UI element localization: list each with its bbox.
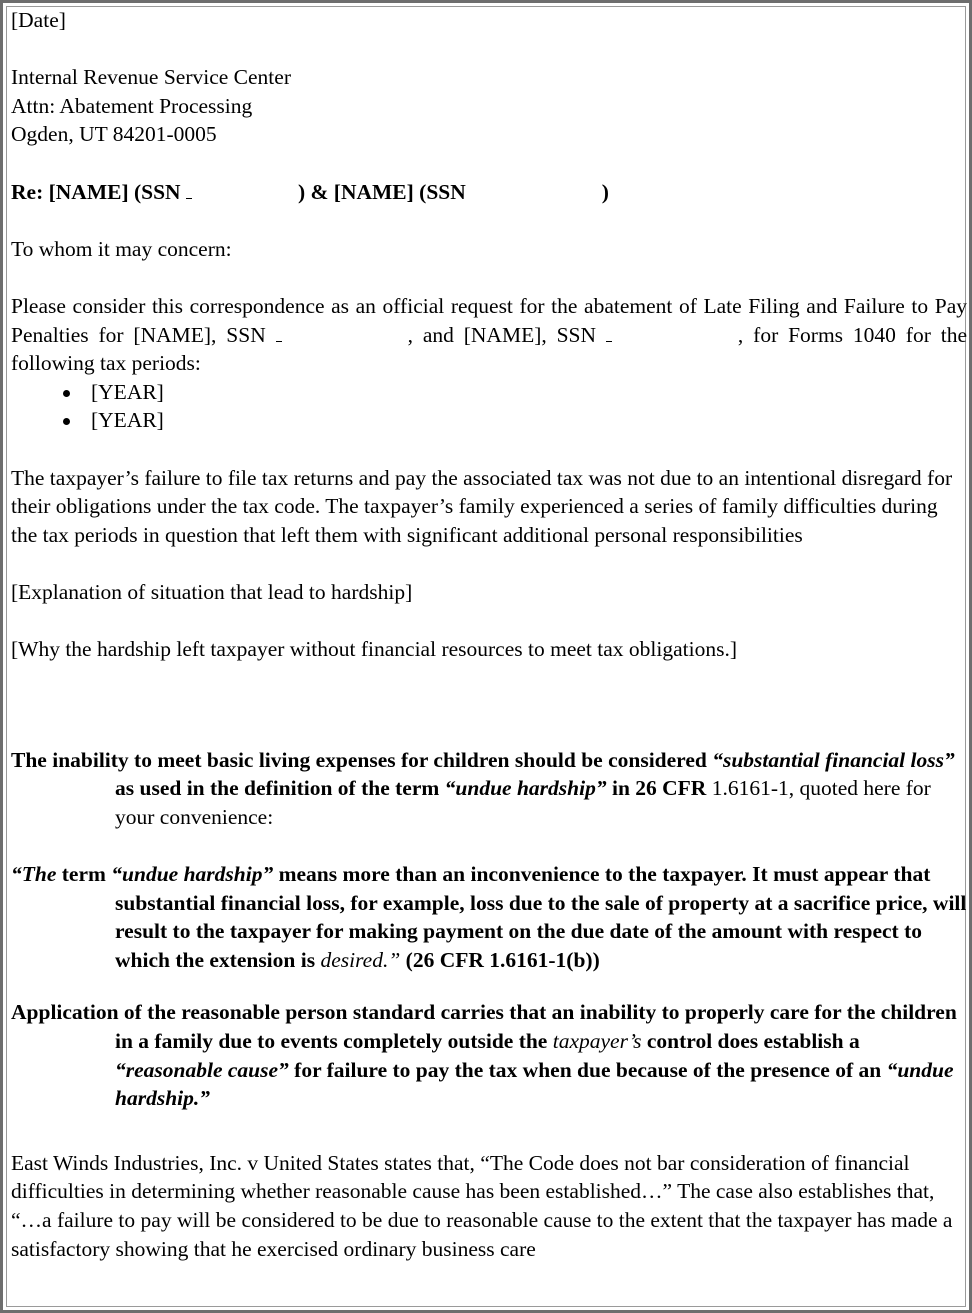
- application-t1: Application of the reasonable person standard carries that an inability to properly care for the children in a family due to events completely outside the: [11, 1000, 957, 1053]
- address-line-2: Attn: Abatement Processing: [11, 93, 253, 118]
- quote-t6: (26 CFR 1.6161-1(b)): [400, 947, 600, 972]
- letter-document: [11, 6, 967, 1263]
- re-suffix: ): [601, 179, 609, 204]
- quote-paragraph: [11, 860, 967, 974]
- quote-t5: desired.”: [320, 947, 401, 972]
- application-paragraph: [11, 998, 967, 1112]
- application-t4: “reasonable cause”: [115, 1057, 289, 1082]
- inability-t4: “undue hardship”: [444, 776, 607, 801]
- ssn-blank-3: [606, 323, 612, 342]
- recipient-address: [11, 63, 967, 149]
- re-middle: ) & [NAME] (SSN: [297, 179, 466, 204]
- request-part-2: , and [NAME], SSN: [407, 322, 606, 347]
- quote-t3: “undue hardship”: [111, 862, 274, 887]
- quote-t4: means more than an inconvenience to the taxpayer. It must appear that substantial financial loss, for example, loss due to the sale of property at a sacrifice price, will result to the taxpayer for making payment on the due date of the amount with respect to which the extension is: [115, 862, 967, 972]
- re-prefix: Re: [NAME] (SSN: [11, 179, 186, 204]
- date-line: [Date]: [11, 8, 66, 32]
- request-paragraph: [11, 292, 967, 378]
- inability-t2: “substantial financial loss”: [712, 747, 955, 772]
- why-placeholder: [Why the hardship left taxpayer without financial resources to meet tax obligations.]: [11, 637, 737, 662]
- salutation: To whom it may concern:: [11, 236, 232, 261]
- request-part-3: , for Forms 1040 for the following tax periods:: [11, 322, 967, 376]
- application-t3: control does establish a: [641, 1029, 860, 1053]
- east-winds-paragraph: East Winds Industries, Inc. v United States states that, “The Code does not bar consideration of financial difficulties in determining whether reasonable cause has been established…” The case also establishes that, “…a failure to pay will be considered to be due to reasonable cause to the extent that the taxpayer has made a satisfactory showing that he exercised ordinary business care: [11, 1150, 953, 1261]
- ssn-blank-2: [276, 323, 282, 342]
- application-t2: taxpayer’s: [552, 1029, 642, 1053]
- tax-year-list: [11, 378, 967, 435]
- address-line-1: Internal Revenue Service Center: [11, 65, 291, 90]
- inability-t3: as used in the definition of the term: [115, 776, 445, 801]
- list-item: [YEAR]: [11, 378, 967, 407]
- explanation-placeholder: [Explanation of situation that lead to hardship]: [11, 579, 413, 604]
- ssn-blank-1: [186, 180, 192, 199]
- re-line: [11, 178, 967, 207]
- inability-t6: 1.6161-1, quoted here for your convenience:: [115, 776, 931, 829]
- quote-t1: “The: [11, 862, 57, 887]
- list-item: [YEAR]: [11, 406, 967, 435]
- quote-t2: term: [56, 862, 112, 887]
- request-part-1: Please consider this correspondence as an official request for the abatement of Late Filing and Failure to Pay Penalties for [NAME], SSN: [11, 293, 967, 347]
- address-line-3: Ogden, UT 84201-0005: [11, 122, 217, 147]
- application-t5: for failure to pay the tax when due because of the presence of an: [288, 1057, 887, 1082]
- failure-paragraph: The taxpayer’s failure to file tax returns and pay the associated tax was not due to an intentional disregard for their obligations under the tax code. The taxpayer’s family experienced a series of family difficulties during the tax periods in question that left them with significant additional personal responsibilities: [11, 465, 953, 547]
- inability-paragraph: [11, 746, 967, 832]
- inability-t5: in 26 CFR: [606, 776, 712, 801]
- application-t6: “undue hardship.”: [115, 1057, 954, 1111]
- inability-t1: The inability to meet basic living expenses for children should be considered: [11, 747, 713, 772]
